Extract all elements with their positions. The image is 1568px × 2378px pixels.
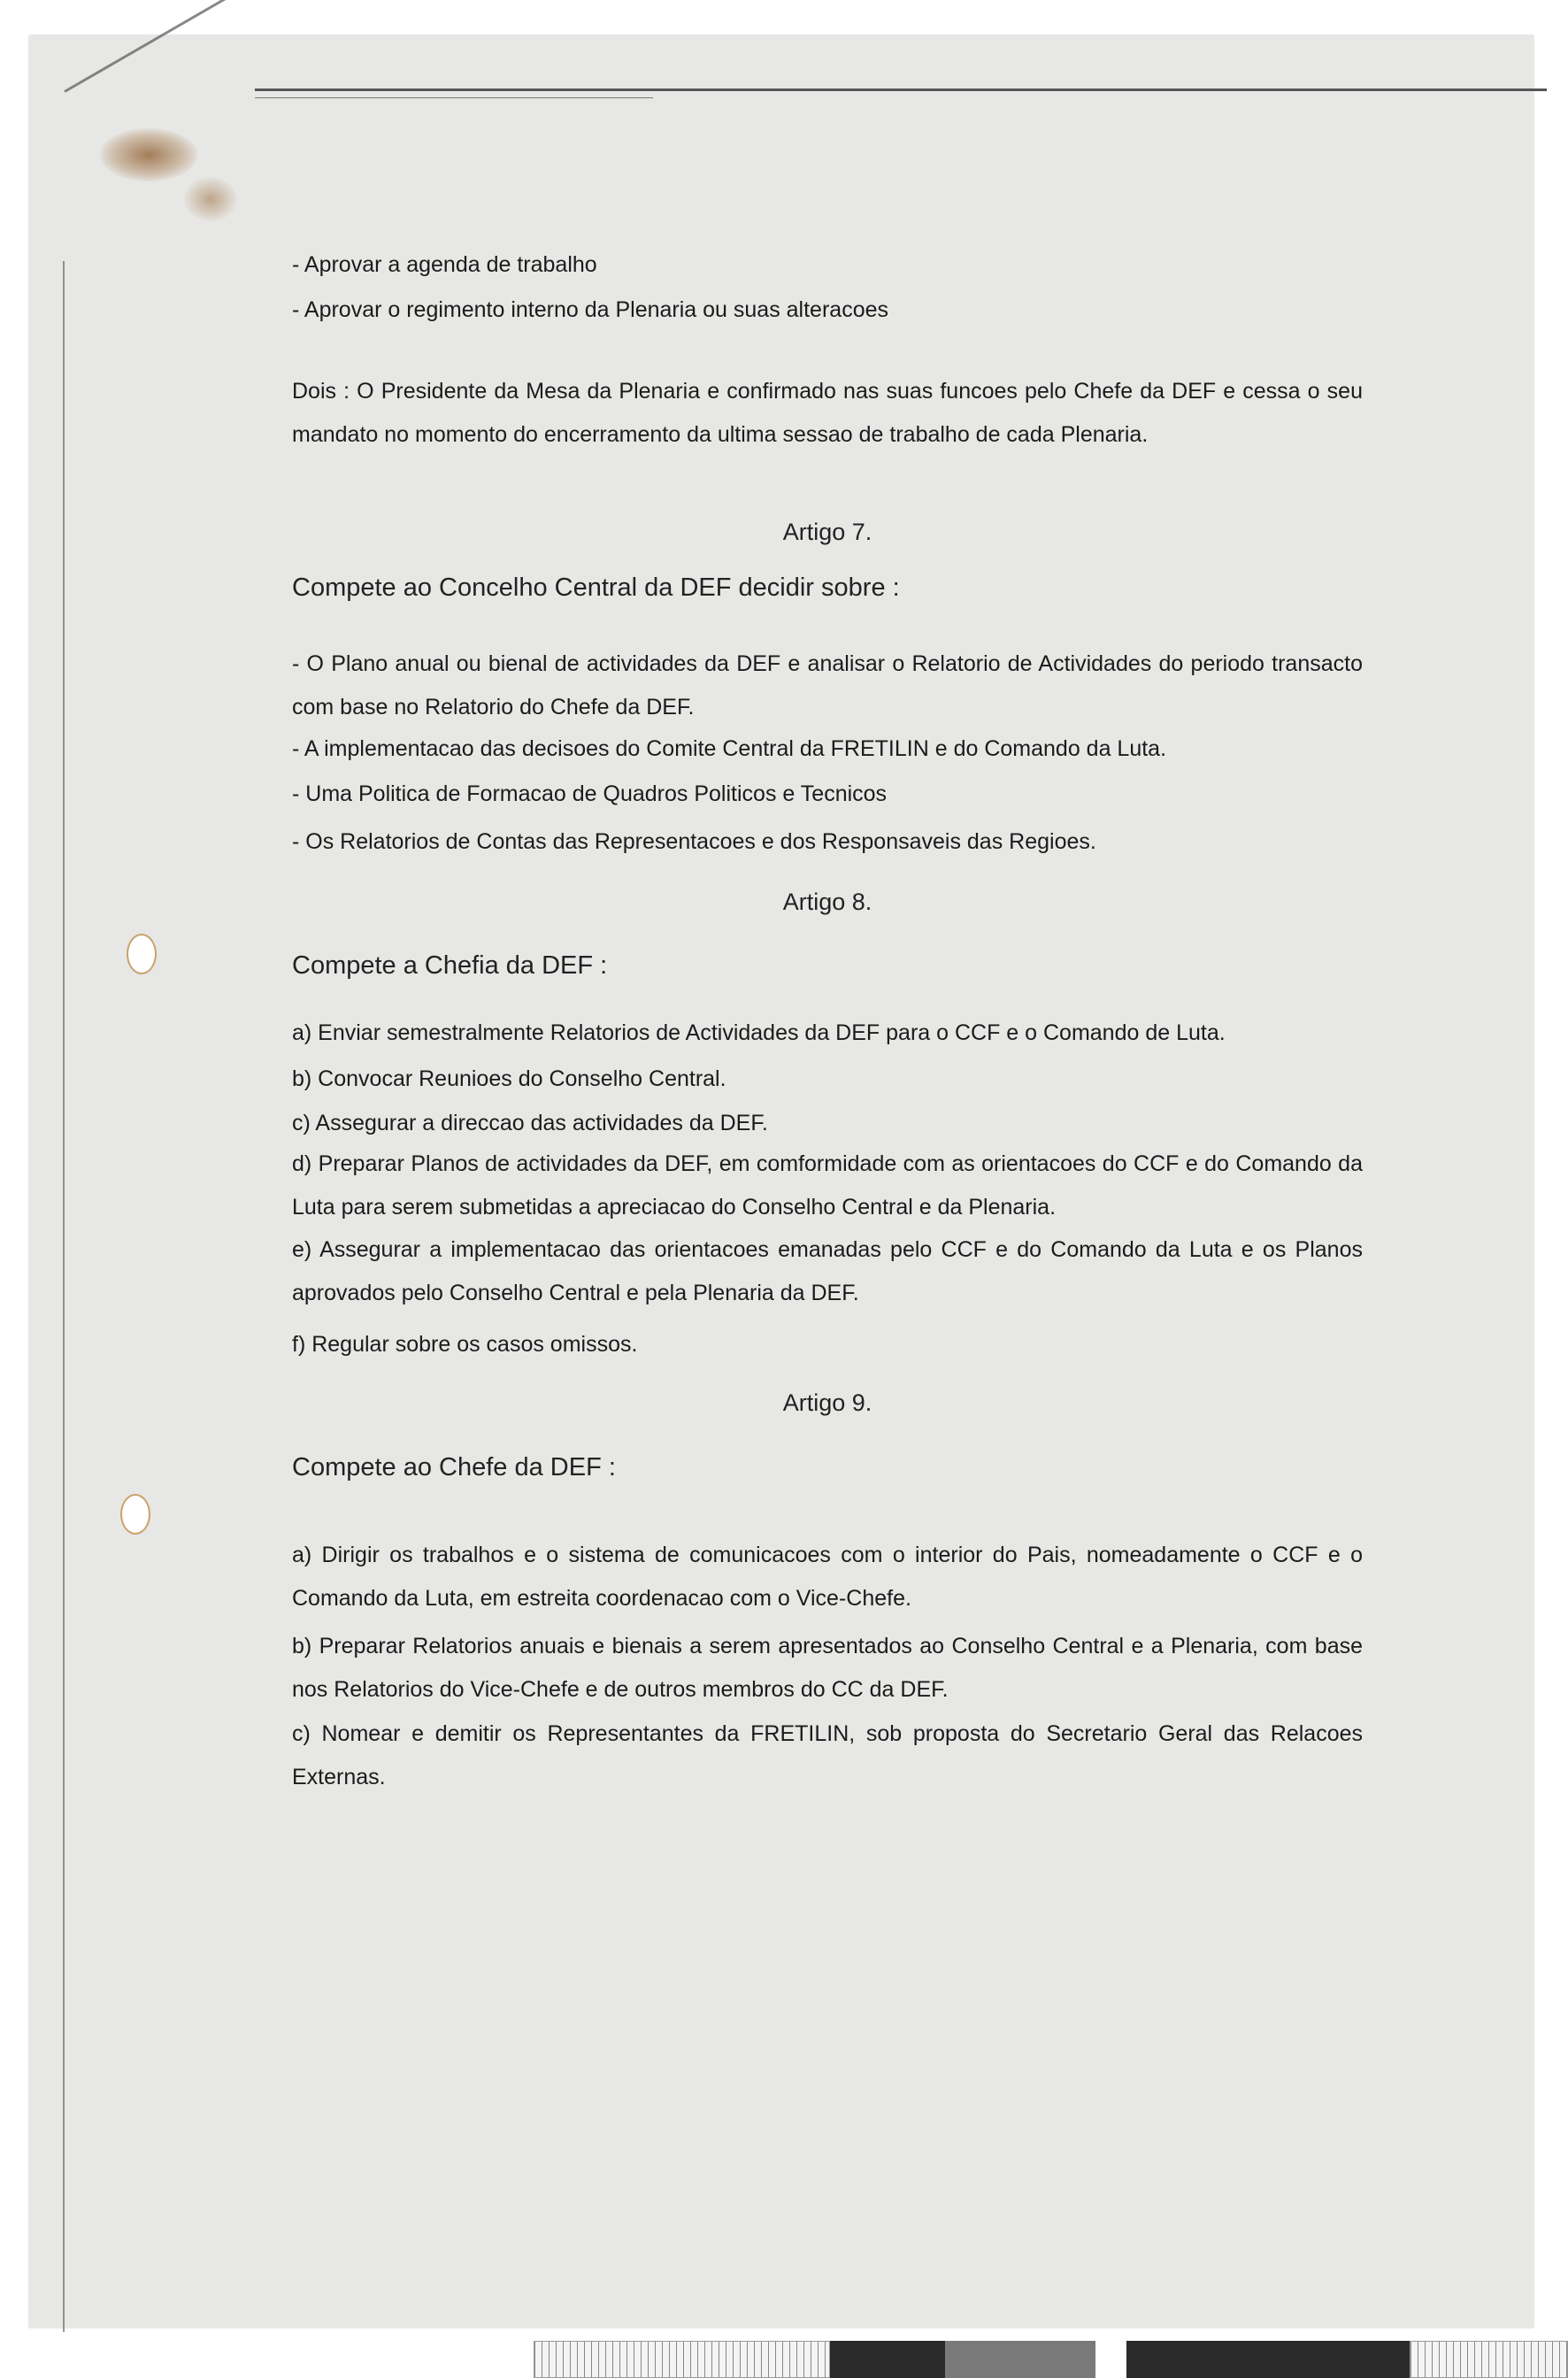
- article-9-item-b-block: [292, 1625, 1363, 1712]
- ruler-patch-black: [1126, 2341, 1410, 2378]
- article-7-item-1: - A implementacao das decisoes do Comite Central da FRETILIN e do Comando da Luta.: [292, 736, 1167, 761]
- article-7-title: Artigo 7.: [782, 519, 872, 545]
- article-8-item-e-block: [292, 1228, 1363, 1315]
- color-calibration-ruler: [534, 2341, 1568, 2378]
- article-9-item-c-block: [292, 1712, 1363, 1799]
- article-8-item-b: b) Convocar Reunioes do Conselho Central.: [292, 1066, 726, 1091]
- punch-hole-upper: [127, 934, 157, 974]
- article-7-paragraph-block: [292, 643, 1363, 729]
- article-8-item-e: e) Assegurar a implementacao das orientacoes emanadas pelo CCF e do Comando da Luta e os Planos aprovados pelo Conselho Central e pela Plenaria da DEF.: [292, 1237, 1363, 1305]
- ruler-patch-dark: [830, 2341, 945, 2378]
- article-8-item-a: a) Enviar semestralmente Relatorios de Actividades da DEF para o CCF e o Comando de Luta.: [292, 1020, 1226, 1045]
- ruler-patch-grey: [945, 2341, 1095, 2378]
- rust-stain: [100, 128, 197, 181]
- article-8-item-d-block: [292, 1143, 1363, 1229]
- top-edge-thin-line: [255, 97, 653, 98]
- folded-corner-line: [64, 0, 318, 93]
- rust-stain-small: [184, 177, 237, 221]
- article-8-item-f: f) Regular sobre os casos omissos.: [292, 1332, 638, 1357]
- left-edge-line: [63, 261, 65, 2332]
- article-9-item-b: b) Preparar Relatorios anuais e bienais a serem apresentados ao Conselho Central e a Plenaria, com base nos Relatorios do Vice-Chefe e de outros membros do CC da DEF.: [292, 1634, 1363, 1702]
- article-8-title: Artigo 8.: [782, 889, 872, 915]
- article-9-intro: Compete ao Chefe da DEF :: [292, 1453, 616, 1481]
- fragment-line-2: - Aprovar o regimento interno da Plenaria ou suas alteracoes: [292, 297, 888, 322]
- article-7-intro: Compete ao Concelho Central da DEF decidir sobre :: [292, 573, 900, 602]
- dois-paragraph: Dois : O Presidente da Mesa da Plenaria e confirmado nas suas funcoes pelo Chefe da DEF e cessa o seu mandato no momento do encerramento da ultima sessao de trabalho de cada Plenaria.: [292, 379, 1363, 447]
- article-9-item-a: a) Dirigir os trabalhos e o sistema de comunicacoes com o interior do Pais, nomeadamente o CCF e o Comando da Luta, em estreita coordenacao com o Vice-Chefe.: [292, 1543, 1363, 1611]
- dois-paragraph-block: [292, 370, 1363, 457]
- punch-hole-lower: [120, 1494, 150, 1535]
- top-edge-line: [255, 89, 1547, 91]
- article-8-intro: Compete a Chefia da DEF :: [292, 951, 608, 980]
- article-9-item-c: c) Nomear e demitir os Representantes da FRETILIN, sob proposta do Secretario Geral das Relacoes Externas.: [292, 1721, 1363, 1789]
- ruler-scale-right: [1410, 2341, 1568, 2378]
- article-7-item-2: - Uma Politica de Formacao de Quadros Politicos e Tecnicos: [292, 781, 888, 806]
- article-7-item-3: - Os Relatorios de Contas das Representacoes e dos Responsaveis das Regioes.: [292, 829, 1096, 854]
- article-9-title: Artigo 9.: [782, 1389, 872, 1416]
- article-9-item-a-block: [292, 1534, 1363, 1620]
- fragment-line-1: - Aprovar a agenda de trabalho: [292, 252, 597, 277]
- ruler-scale-light: [534, 2341, 830, 2378]
- article-8-item-d: d) Preparar Planos de actividades da DEF, em comformidade com as orientacoes do CCF e do Comando da Luta para serem submetidas a apreciacao do Conselho Central e da Plenaria.: [292, 1151, 1363, 1220]
- article-7-paragraph: - O Plano anual ou bienal de actividades da DEF e analisar o Relatorio de Actividades do periodo transacto com base no Relatorio do Chefe da DEF.: [292, 651, 1363, 720]
- article-8-item-c: c) Assegurar a direccao das actividades da DEF.: [292, 1111, 768, 1135]
